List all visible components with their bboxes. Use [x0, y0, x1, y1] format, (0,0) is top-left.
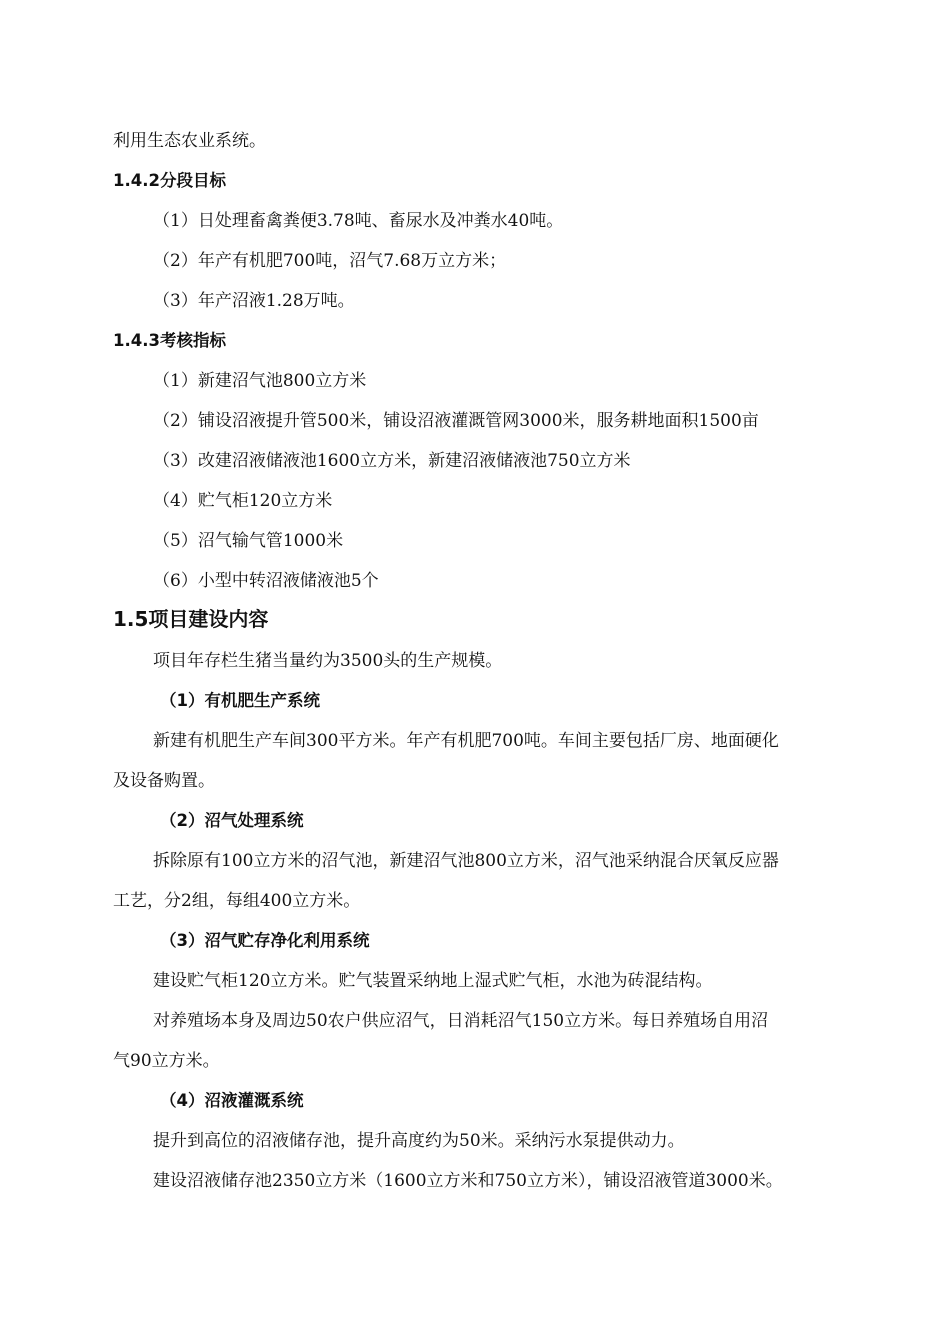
indicator-item-1: （1）新建沼气池800立方米: [153, 371, 367, 391]
paragraph-line: 新建有机肥生产车间300平方米。年产有机肥700吨。车间主要包括厂房、地面硬化: [153, 731, 779, 751]
paragraph-line: 建设沼液储存池2350立方米（1600立方米和750立方米），铺设沼液管道3000米。: [153, 1171, 783, 1191]
section-heading-1-4-2: 1.4.2分段目标: [113, 171, 226, 190]
paragraph-line: 气90立方米。: [113, 1051, 220, 1071]
section-heading-1-5: 1.5项目建设内容: [113, 607, 269, 631]
paragraph-line: 拆除原有100立方米的沼气池，新建沼气池800立方米，沼气池采纳混合厌氧反应器: [153, 851, 779, 871]
indicator-item-2: （2）铺设沼液提升管500米，铺设沼液灌溉管网3000米，服务耕地面积1500亩: [153, 411, 759, 431]
paragraph-line: 工艺，分2组，每组400立方米。: [113, 891, 361, 911]
paragraph-continuation: 利用生态农业系统。: [113, 131, 266, 151]
paragraph-line: 及设备购置。: [113, 771, 215, 791]
paragraph-line: 建设贮气柜120立方米。贮气装置采纳地上湿式贮气柜，水池为砖混结构。: [153, 971, 713, 991]
scale-paragraph: 项目年存栏生猪当量约为3500头的生产规模。: [153, 651, 503, 671]
subheading-biogas-storage: （3）沼气贮存净化利用系统: [160, 931, 370, 950]
goal-item-3: （3）年产沼液1.28万吨。: [153, 291, 355, 311]
indicator-item-5: （5）沼气输气管1000米: [153, 531, 344, 551]
paragraph-line: 提升到高位的沼液储存池，提升高度约为50米。采纳污水泵提供动力。: [153, 1131, 685, 1151]
subheading-organic-fertilizer: （1）有机肥生产系统: [160, 691, 320, 710]
indicator-item-4: （4）贮气柜120立方米: [153, 491, 333, 511]
goal-item-1: （1）日处理畜禽粪便3.78吨、畜尿水及冲粪水40吨。: [153, 211, 564, 231]
indicator-item-6: （6）小型中转沼液储液池5个: [153, 571, 379, 591]
paragraph-line: 对养殖场本身及周边50农户供应沼气，日消耗沼气150立方米。每日养殖场自用沼: [153, 1011, 769, 1031]
subheading-biogas-processing: （2）沼气处理系统: [160, 811, 304, 830]
section-heading-1-4-3: 1.4.3考核指标: [113, 331, 226, 350]
goal-item-2: （2）年产有机肥700吨，沼气7.68万立方米；: [153, 251, 507, 271]
indicator-item-3: （3）改建沼液储液池1600立方米，新建沼液储液池750立方米: [153, 451, 631, 471]
subheading-slurry-irrigation: （4）沼液灌溉系统: [160, 1091, 304, 1110]
